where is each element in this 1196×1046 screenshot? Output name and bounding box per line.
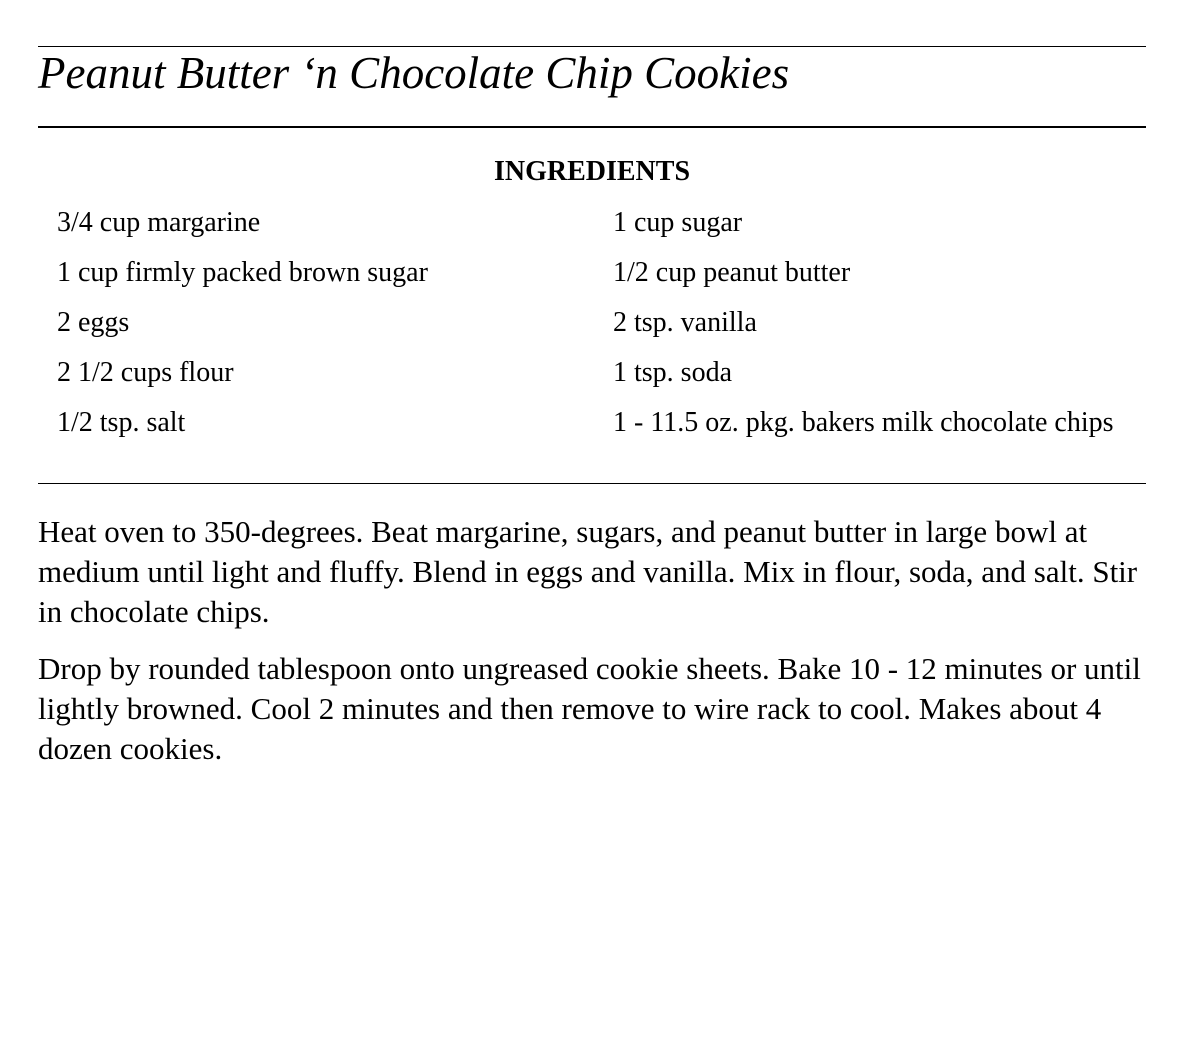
title-rule — [38, 126, 1146, 128]
ingredient-item: 1/2 cup peanut butter — [613, 257, 851, 288]
ingredient-row — [0, 205, 1196, 255]
ingredients-rule — [38, 483, 1146, 484]
ingredient-item: 1/2 tsp. salt — [57, 407, 186, 438]
ingredient-row — [0, 255, 1196, 305]
ingredient-item: 1 cup sugar — [613, 207, 743, 238]
ingredient-row — [0, 305, 1196, 355]
direction-paragraph: Heat oven to 350-degrees. Beat margarine, sugars, and peanut butter in large bowl at medium until light and fluffy. Blend in eggs and vanilla. Mix in flour, soda, and salt. Stir in chocolate chips. — [38, 514, 1138, 629]
ingredient-item: 1 tsp. soda — [613, 357, 732, 388]
ingredient-item: 1 - 11.5 oz. pkg. bakers milk chocolate chips — [613, 407, 1114, 438]
ingredient-item: 3/4 cup margarine — [57, 207, 261, 238]
ingredient-item: 1 cup firmly packed brown sugar — [57, 257, 428, 288]
ingredient-item: 2 1/2 cups flour — [57, 357, 234, 388]
ingredient-item: 2 tsp. vanilla — [613, 307, 757, 338]
recipe-title: Peanut Butter ‘n Chocolate Chip Cookies — [38, 48, 790, 98]
directions — [38, 512, 1148, 786]
ingredient-row — [0, 355, 1196, 405]
ingredient-row — [0, 405, 1196, 481]
ingredients-heading: INGREDIENTS — [493, 156, 691, 187]
direction-paragraph: Drop by rounded tablespoon onto ungreased cookie sheets. Bake 10 - 12 minutes or until lightly browned. Cool 2 minutes and then remove to wire rack to cool. Makes about 4 dozen cookies. — [38, 651, 1141, 766]
ingredient-item: 2 eggs — [57, 307, 130, 338]
